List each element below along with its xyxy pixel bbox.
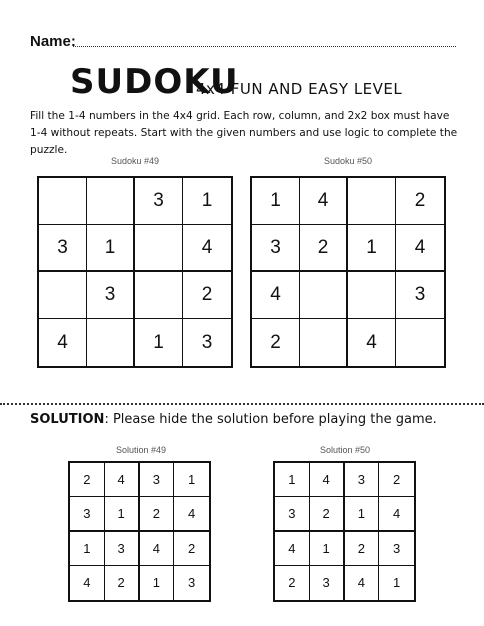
grid-cell: 1 [310, 532, 345, 566]
grid-cell: 1 [174, 463, 209, 497]
grid-cell [396, 319, 444, 366]
puzzle-caption-50: Sudoku #50 [323, 156, 373, 166]
grid-cell: 4 [345, 566, 380, 600]
grid-cell: 2 [70, 463, 105, 497]
grid-cell: 2 [275, 566, 310, 600]
grid-cell [348, 178, 396, 225]
instructions: Fill the 1-4 numbers in the 4x4 grid. Each row, column, and 2x2 box must have 1-4 without repeats. Start with the given numbers and use logic to complete the puzzle. [30, 110, 458, 156]
solution-label: SOLUTION [30, 412, 105, 427]
grid-cell: 4 [105, 463, 140, 497]
grid-cell: 2 [183, 272, 231, 319]
grid-cell: 1 [183, 178, 231, 225]
grid-cell: 4 [348, 319, 396, 366]
grid-cell: 4 [310, 463, 345, 497]
grid-cell: 3 [188, 575, 196, 591]
grid-cell [39, 272, 87, 319]
puzzle-caption-49: Sudoku #49 [110, 156, 160, 166]
page-subtitle: 4x4 FUN AND EASY LEVEL [196, 80, 403, 98]
grid-cell: 3 [135, 178, 183, 225]
grid-cell: 2 [252, 319, 300, 366]
name-input-line[interactable] [73, 46, 456, 47]
solution-note: : Please hide the solution before playing the game. [104, 412, 437, 427]
grid-cell [87, 319, 135, 366]
grid-cell [300, 272, 348, 319]
grid-cell: 2 [300, 225, 348, 272]
grid-cell: 2 [140, 497, 175, 531]
grid-cell: 3 [105, 532, 140, 566]
grid-cell: 3 [39, 225, 87, 272]
grid-cell: 3 [379, 532, 414, 566]
grid-cell: 1 [345, 497, 380, 531]
grid-cell: 3 [252, 225, 300, 272]
grid-cell [135, 272, 183, 319]
solution-grid-50 [273, 461, 416, 602]
grid-cell: 3 [140, 463, 175, 497]
section-divider [0, 403, 484, 405]
grid-cell: 4 [39, 319, 87, 366]
grid-cell: 4 [183, 225, 231, 272]
page-title: SUDOKU [70, 62, 239, 102]
grid-cell: 1 [70, 532, 105, 566]
grid-cell: 3 [275, 497, 310, 531]
grid-cell: 4 [379, 497, 414, 531]
name-label: Name: [30, 33, 76, 50]
grid-cell [87, 178, 135, 225]
grid-cell: 2 [396, 178, 444, 225]
grid-cell: 4 [174, 497, 209, 531]
grid-cell [300, 319, 348, 366]
grid-cell: 3 [396, 272, 444, 319]
puzzle-grid-49 [37, 176, 233, 368]
solution-grid-49 [68, 461, 211, 602]
grid-cell [135, 225, 183, 272]
solution-heading [30, 412, 437, 427]
grid-cell: 1 [275, 463, 310, 497]
solution-caption-49: Solution #49 [115, 445, 167, 455]
grid-cell: 3 [70, 497, 105, 531]
grid-cell: 2 [174, 532, 209, 566]
grid-cell: 1 [87, 225, 135, 272]
grid-cell [348, 272, 396, 319]
grid-cell: 3 [345, 463, 380, 497]
grid-cell: 1 [252, 178, 300, 225]
grid-cell: 1 [140, 566, 175, 600]
grid-cell: 4 [396, 225, 444, 272]
grid-cell: 2 [310, 497, 345, 531]
puzzle-grid-50 [250, 176, 446, 368]
grid-cell: 3 [201, 331, 213, 353]
grid-cell: 1 [348, 225, 396, 272]
grid-cell: 1 [105, 497, 140, 531]
grid-cell: 2 [345, 532, 380, 566]
grid-cell: 4 [252, 272, 300, 319]
grid-cell: 2 [105, 566, 140, 600]
grid-cell [39, 178, 87, 225]
grid-cell: 2 [379, 463, 414, 497]
grid-cell: 3 [310, 566, 345, 600]
solution-caption-50: Solution #50 [319, 445, 371, 455]
grid-cell: 1 [393, 575, 401, 591]
grid-cell: 1 [135, 319, 183, 366]
grid-cell: 4 [300, 178, 348, 225]
grid-cell: 4 [70, 566, 105, 600]
grid-cell: 4 [275, 532, 310, 566]
grid-cell: 3 [87, 272, 135, 319]
grid-cell: 4 [140, 532, 175, 566]
